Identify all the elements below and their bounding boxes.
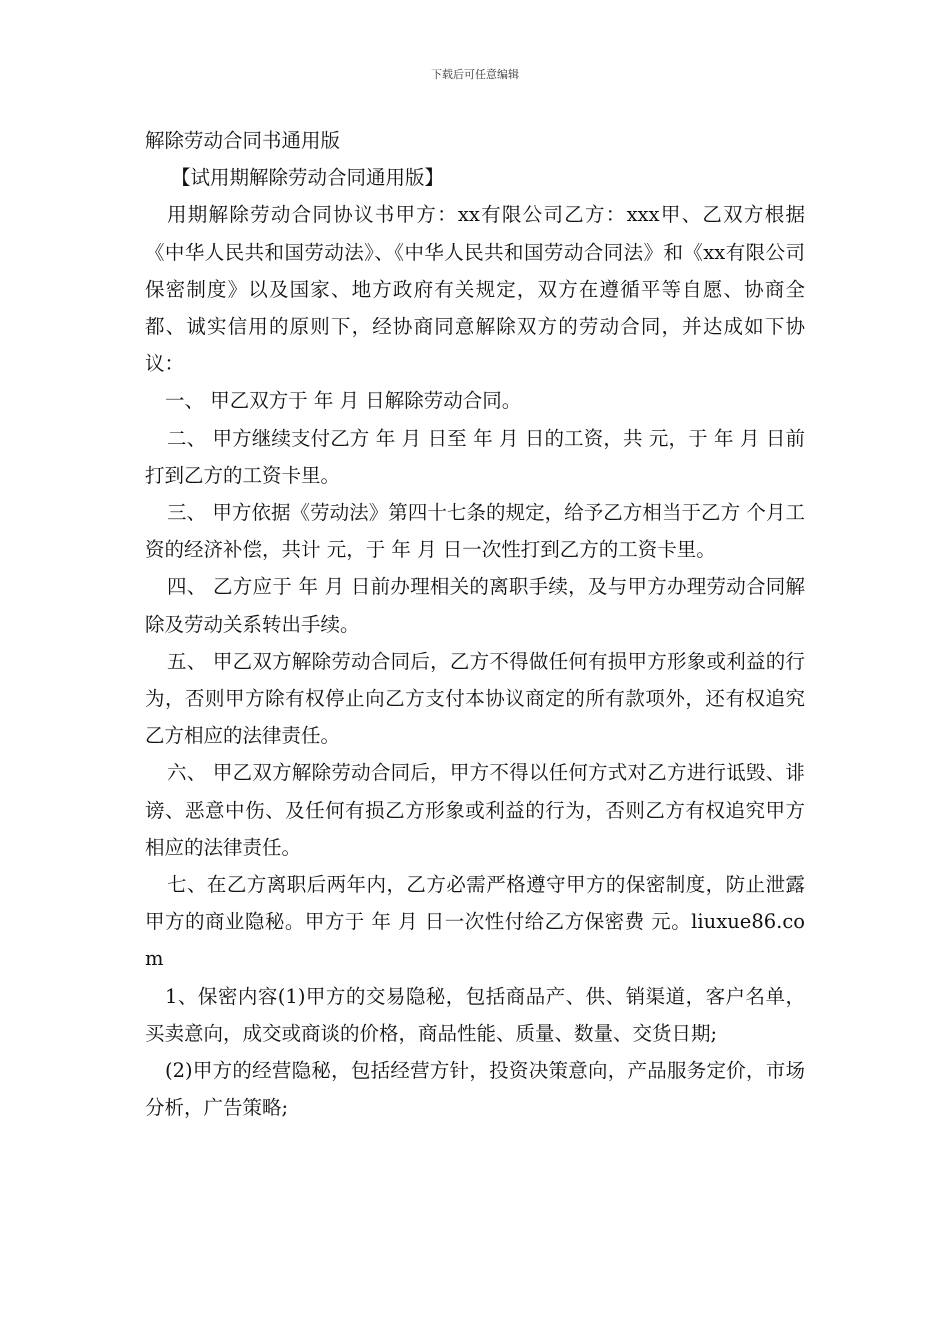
paragraph-clause-4: 四、 乙方应于 年 月 日前办理相关的离职手续，及与甲方办理劳动合同解除及劳动关系转出手续。	[145, 575, 805, 636]
paragraph-secret-content-1: 1、保密内容(1)甲方的交易隐秘，包括商品产、供、销渠道，客户名单，买卖意向，成交或商谈的价格，商品性能、质量、数量、交货日期;	[145, 984, 805, 1045]
paragraph-secret-content-2: (2)甲方的经营隐秘，包括经营方针，投资决策意向，产品服务定价，市场分析，广告策略;	[145, 1059, 805, 1120]
paragraph-clause-7: 七、在乙方离职后两年内，乙方必需严格遵守甲方的保密制度，防止泄露甲方的商业隐秘。甲方于 年 月 日一次性付给乙方保密费 元。liuxue86.com	[145, 873, 805, 971]
page-header: 下载后可任意编辑	[431, 68, 519, 81]
paragraph-intro: 用期解除劳动合同协议书甲方：xx有限公司乙方：xxx甲、乙双方根据《中华人民共和国劳动法》、《中华人民共和国劳动合同法》和《xx有限公司保密制度》以及国家、地方政府有关规定，双方在遵循平等自愿、协商全都、诚实信用的原则下，经协商同意解除双方的劳动合同，并达成如下协议：	[145, 203, 805, 376]
document-subtitle: 【试用期解除劳动合同通用版】	[171, 166, 445, 190]
paragraph-clause-3: 三、 甲方依据《劳动法》第四十七条的规定，给予乙方相当于乙方 个月工资的经济补偿，共计 元，于 年 月 日一次性打到乙方的工资卡里。	[145, 501, 805, 562]
paragraph-clause-2: 二、 甲方继续支付乙方 年 月 日至 年 月 日的工资，共 元，于 年 月 日前打到乙方的工资卡里。	[145, 426, 805, 487]
paragraph-clause-5: 五、 甲乙双方解除劳动合同后，乙方不得做任何有损甲方形象或利益的行为，否则甲方除有权停止向乙方支付本协议商定的所有款项外，还有权追究乙方相应的法律责任。	[145, 649, 805, 748]
paragraph-clause-1: 一、 甲乙双方于 年 月 日解除劳动合同。	[165, 389, 522, 413]
document-body	[145, 122, 805, 1126]
paragraph-clause-6: 六、 甲乙双方解除劳动合同后，甲方不得以任何方式对乙方进行诋毁、诽谤、恶意中伤、及任何有损乙方形象或利益的行为，否则乙方有权追究甲方相应的法律责任。	[145, 761, 805, 859]
document-title: 解除劳动合同书通用版	[145, 129, 341, 152]
